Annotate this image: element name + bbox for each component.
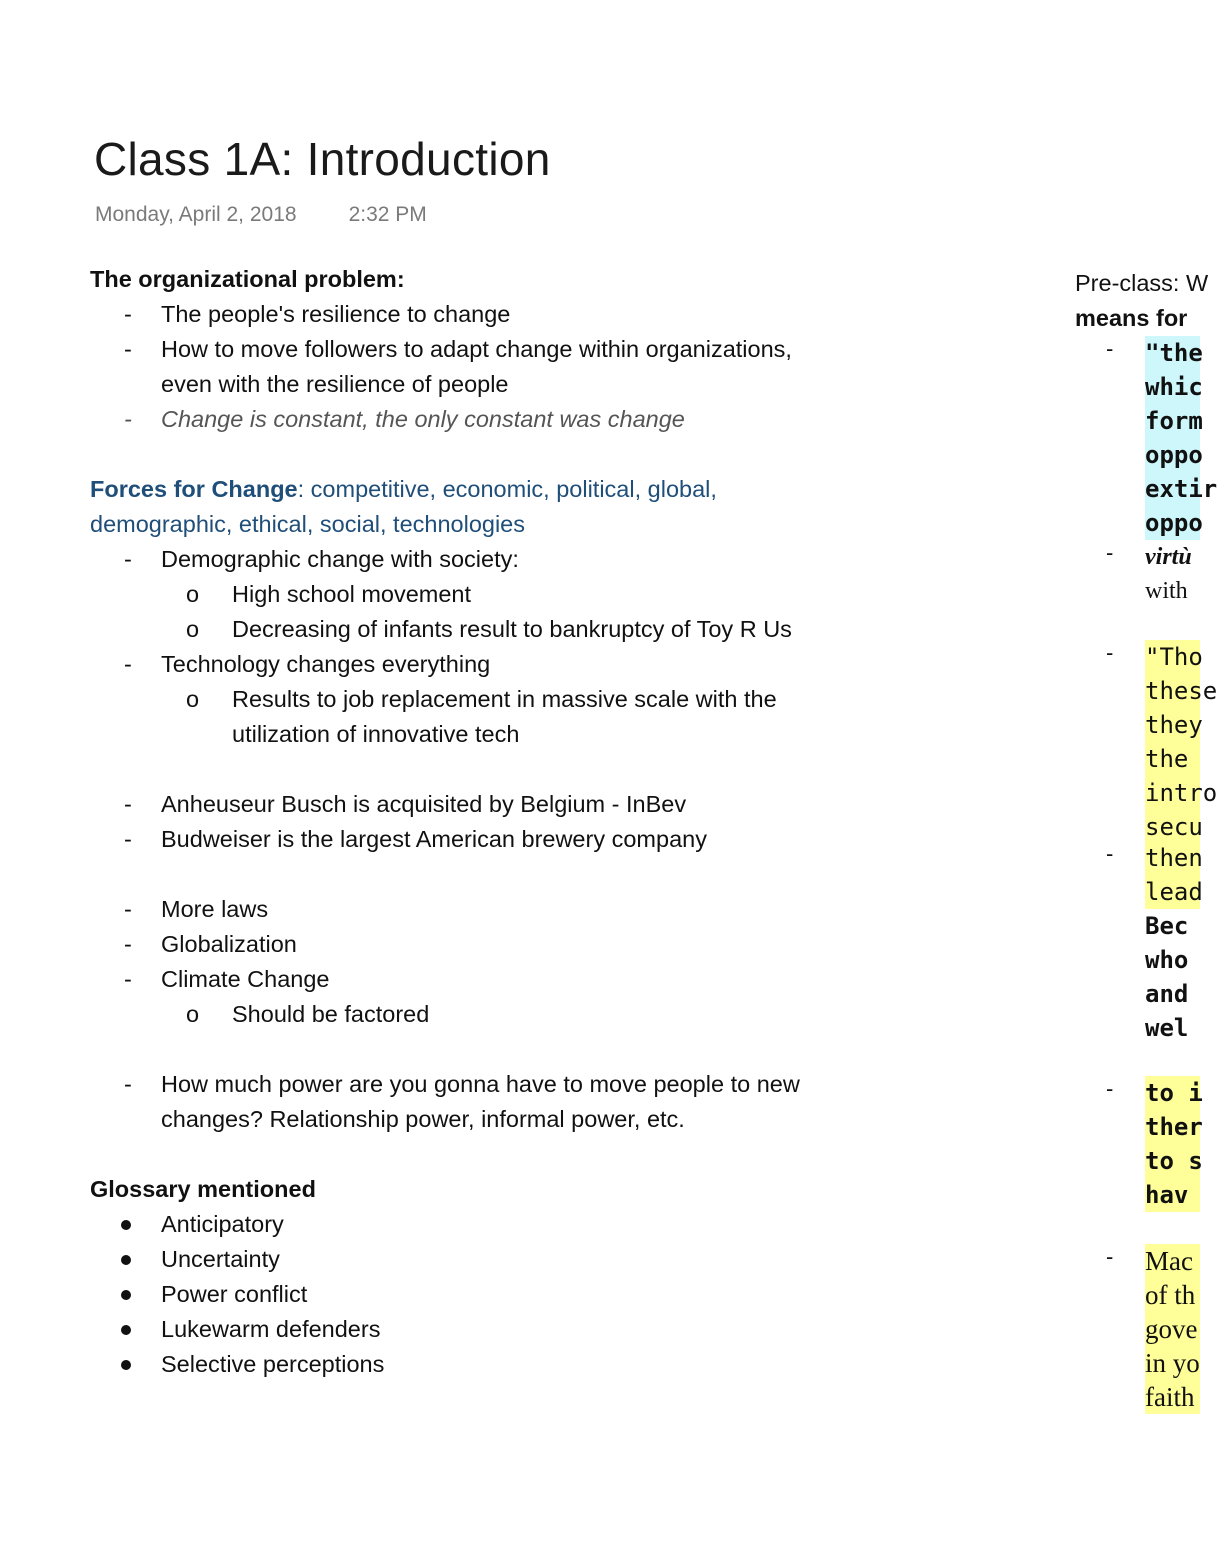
problem-list [90, 297, 950, 437]
list-item: - Demographic change with society: o High school movement o Decreasing of infants result to bankruptcy of Toy R Us [161, 542, 950, 647]
list-item: Selective perceptions [161, 1347, 950, 1382]
side-means: means for [1075, 305, 1188, 331]
list-item: Power conflict [161, 1277, 950, 1312]
date-text: Monday, April 2, 2018 [95, 203, 297, 226]
side-block-4: then lead Bec who and wel [1145, 841, 1200, 1045]
list-item: - Budweiser is the largest American brewery company [161, 822, 950, 857]
list-item: - More laws [161, 892, 950, 927]
list-item: o Should be factored [232, 997, 950, 1032]
list-item: Uncertainty [161, 1242, 950, 1277]
list-item: - Change is constant, the only constant was change [161, 402, 950, 437]
time-text: 2:32 PM [348, 203, 427, 226]
power-list [90, 1067, 950, 1137]
side-block-5: to i ther to s hav [1145, 1076, 1200, 1212]
list-item: - Globalization [161, 927, 950, 962]
forces-title: Forces for Change [90, 476, 298, 502]
list-item: Lukewarm defenders [161, 1312, 950, 1347]
list-item: o Results to job replacement in massive scale with the utilization of innovative tech [232, 682, 950, 752]
side-dash: - [1106, 841, 1114, 866]
side-block-6: Mac of th gove in yo faith [1145, 1246, 1200, 1412]
company-list [90, 787, 950, 857]
list-item: - How to move followers to adapt change within organizations, even with the resilience of people [161, 332, 950, 402]
list-item: - The people's resilience to change [161, 297, 950, 332]
list-item: - Climate Change o Should be factored [161, 962, 950, 1032]
side-block-1: "the whic form oppo extir oppo [1145, 336, 1200, 540]
glossary-list [90, 1207, 950, 1382]
forces-heading: Forces for Change: competitive, economic, political, global, demographic, ethical, social, technologies [90, 476, 717, 537]
side-dash: - [1106, 640, 1114, 665]
side-heading [1075, 266, 1209, 336]
other-forces-list [90, 892, 950, 1032]
side-preclass: Pre-class: W [1075, 270, 1209, 296]
problem-heading: The organizational problem: [90, 266, 405, 292]
side-dash: - [1106, 1076, 1114, 1101]
glossary-heading: Glossary mentioned [90, 1176, 316, 1202]
page-date [95, 203, 427, 227]
side-block-3: "Tho these they the intro secu [1145, 640, 1200, 844]
list-item: Anticipatory [161, 1207, 950, 1242]
list-item: o High school movement [232, 577, 950, 612]
main-notes [90, 262, 950, 1382]
side-block-2: virtù with [1145, 544, 1192, 604]
list-item: - Anheuseur Busch is acquisited by Belgium - InBev [161, 787, 950, 822]
side-dash: - [1106, 336, 1114, 361]
side-dash: - [1106, 1244, 1114, 1269]
list-item: - How much power are you gonna have to move people to new changes? Relationship power, informal power, etc. [161, 1067, 950, 1137]
forces-list [90, 542, 950, 752]
side-dash: - [1106, 540, 1114, 565]
page-title: Class 1A: Introduction [94, 133, 551, 185]
list-item: - Technology changes everything o Results to job replacement in massive scale with the utilization of innovative tech [161, 647, 950, 752]
list-item: o Decreasing of infants result to bankruptcy of Toy R Us [232, 612, 950, 647]
